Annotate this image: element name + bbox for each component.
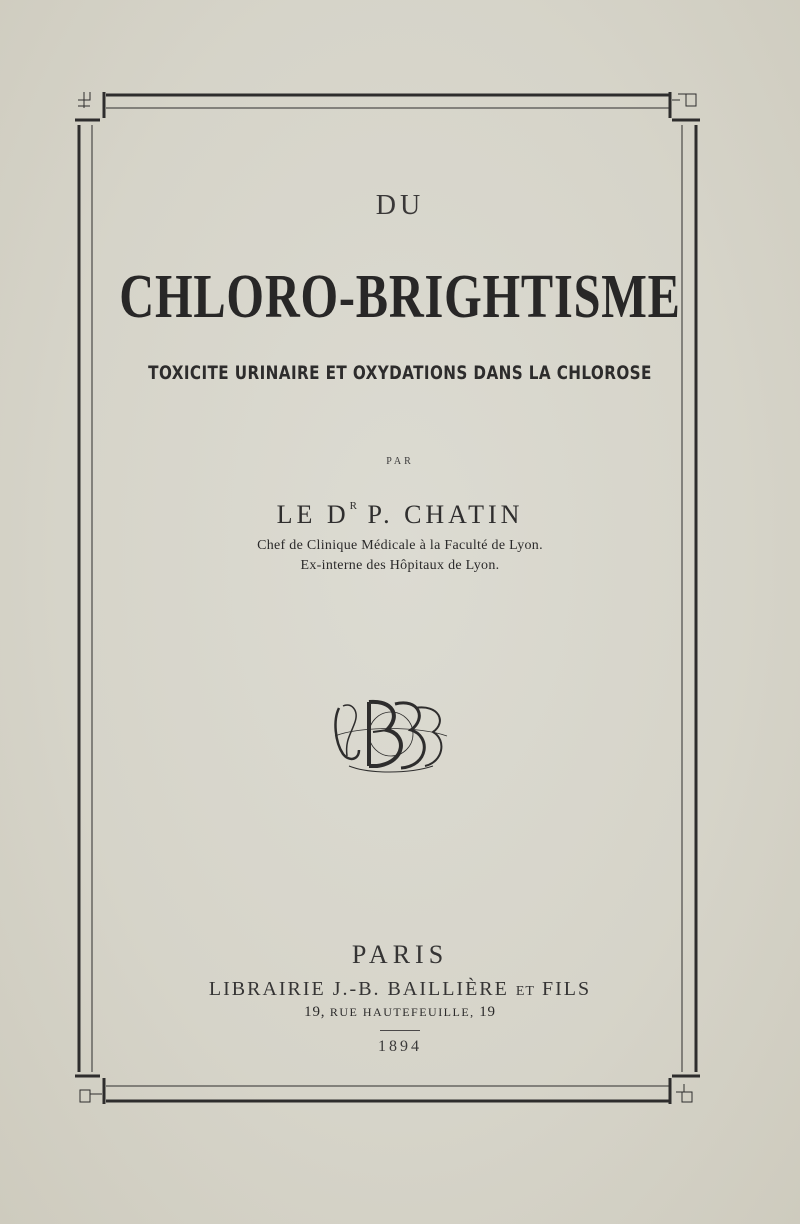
publisher-name: LIBRAIRIE J.-B. BAILLIÈRE <box>208 978 509 1000</box>
author <box>0 500 800 530</box>
address-number-2: 19 <box>479 1004 496 1020</box>
city: PARIS <box>351 940 449 969</box>
publisher-monogram <box>329 696 453 774</box>
address <box>0 1004 800 1021</box>
affiliation-line-1: Chef de Clinique Médicale à la Faculté de Lyon. <box>257 538 543 553</box>
main-title: CHLORO-BRIGHTISME <box>119 263 681 331</box>
year: 1894 <box>378 1038 422 1055</box>
publisher <box>0 978 800 1001</box>
author-name: P. CHATIN <box>367 500 524 529</box>
subtitle: TOXICITE URINAIRE ET OXYDATIONS DANS LA CHLOROSE <box>148 362 652 384</box>
affiliation-line-2: Ex-interne des Hôpitaux de Lyon. <box>300 558 500 573</box>
divider <box>380 1030 420 1031</box>
author-sup: R <box>349 500 357 512</box>
author-prefix: LE D <box>276 500 350 529</box>
publisher-fils: FILS <box>541 978 592 1000</box>
address-number: 19, <box>304 1004 326 1020</box>
address-street: RUE HAUTEFEUILLE, <box>329 1005 475 1019</box>
publisher-et: ET <box>515 984 535 999</box>
preposition: DU <box>375 190 425 221</box>
by-line: PAR <box>386 456 414 467</box>
